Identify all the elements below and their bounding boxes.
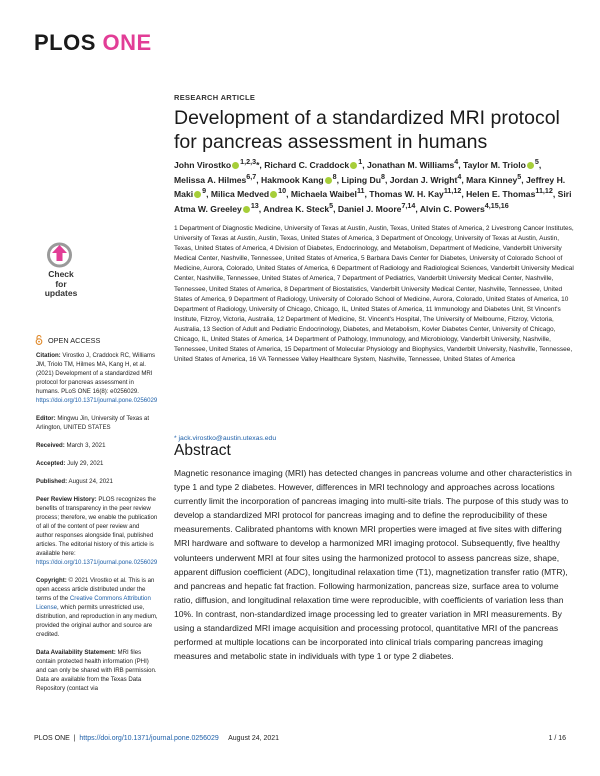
peer-review-label: Peer Review History: [36,496,97,503]
citation-text: Virostko J, Craddock RC, Williams JM, Triolo TM, Hilmes MA, Kang H, et al. (2021) Development of a standardized MRI protocol for pancreas assessment in humans. PLoS ONE 16(8): e0256029. [36,352,156,395]
open-access-lock-icon [35,335,43,345]
peer-review-text: PLOS recognizes the benefits of transparency in the peer review process; therefore, we enable the publication of all of the content of peer review and author responses alongside final, published articles. The editorial history of this article is available here: [36,496,158,557]
affiliations: 1 Department of Diagnostic Medicine, University of Texas at Austin, Austin, Texas, United States of America, 2 Livestrong Cancer Institutes, University of Texas at Austin, Austin, Texas, United States of America, 3 Department of Oncology, University of Texas at Austin, Austin, Texas, United States of America, 4 Division of Diabetes, Endocrinology, and Metabolism, Department of Medicine, Vanderbilt University Medical Center, Nashville, Tennessee, United States of America, 5 Barbara Davis Center for Diabetes, University of Colorado School of Medicine, Aurora, Colorado, United States of America, 6 Department of Radiology and Radiological Sciences, Vanderbilt University Medical Center, Nashville, Tennessee, United States of America, 7 Department of Pediatrics, Vanderbilt University Medical Center, Nashville, Tennessee, United States of America, 8 Department of Biostatistics, Vanderbilt University Medical Center, Nashville, Tennessee, United States of America, 9 Department of Radiology, University of Colorado School of Medicine, Aurora, Colorado, United States of America, 10 Department of Radiology, University of Chicago, Chicago, IL, United States of America, 11 Immunology and Diabetes Unit, St Vincent's Institute, Fitzroy, Victoria, Australia, 12 Department of Medicine, St. Vincent's Hospital, The University of Melbourne, Fitzroy, Victoria, Australia, 13 Section of Adult and Pediatric Endocrinology, Diabetes, and Metabolism, Kovler Diabetes Center, University of Chicago, Chicago, IL, United States of America, 14 Department of Pathology, Immunology, and Microbiology, Vanderbilt University, Nashville, Tennessee, United States of America, 15 Department of Molecular Physiology and Biophysics, Vanderbilt University, Nashville, Tennessee, United States of America, 16 VA Tennessee Valley Healthcare System, Nashville, Tennessee, United States of America [174,225,574,364]
accepted-date: July 29, 2021 [67,460,104,467]
received-label: Received: [36,442,65,449]
article-metadata-sidebar [36,351,158,702]
published-date: August 24, 2021 [68,478,113,485]
badge-line1: Check for [48,269,74,289]
data-availability-text: MRI files contain protected health information (PHI) and can only be shared with IRB permission. Data are available from the Texas Data Repository (contact via [36,649,157,692]
logo-one: ONE [102,30,152,55]
editor-block [36,414,158,432]
page-footer: PLOS ONE | https://doi.org/10.1371/journal.pone.0256029 August 24, 2021 1 / 16 [34,735,566,742]
badge-line2: updates [44,288,78,298]
received-date: March 3, 2021 [66,442,106,449]
editor-text: Mingwu Jin, University of Texas at Arlington, UNITED STATES [36,415,150,431]
footer-date: August 24, 2021 [228,735,280,742]
open-access-label: OPEN ACCESS [48,335,101,345]
abstract-text: Magnetic resonance imaging (MRI) has detected changes in pancreas volume and other characteristics in type 1 and type 2 diabetes. However, differences in MRI technology and approaches across locations currently limit the incorporation of pancreas imaging into multi-site trials. The purpose of this study was to develop a standardized MRI protocol for pancreas imaging and to define the reproducibility of these measurements. Calibrated phantoms with known MRI properties were imaged at five sites with differing MRI hardware and software to develop a harmonized MRI imaging protocol. Subsequently, five healthy volunteers underwent MRI at four sites using the harmonized protocol to assess pancreas size, shape, apparent diffusion coefficient (ADC), longitudinal relaxation time (T1), magnetization transfer ratio (MTR), and pancreas and hepatic fat fraction. Following harmonization, pancreas size, surface area to volume ratio, diffusion, and longitudinal relaxation time were reproducible, with coefficients of variation less than 10%. In contrast, non-standardized image processing led to greater variation in MRI measurements. By using a standardized MRI image acquisition and processing protocol, quantitative MRI of the pancreas performed at multiple locations can be incorporated into clinical trials comparing pancreas imaging measures and metabolic state in individuals with type 1 or type 2 diabetes. [174,468,572,662]
citation-label: Citation: [36,352,61,359]
published-block [36,477,158,486]
copyright-text: © 2021 Virostko et al. This is an open access article distributed under the terms of the [36,577,155,602]
peer-review-block [36,495,158,567]
footer-journal: PLOS ONE [34,735,70,742]
accepted-block [36,459,158,468]
license-link[interactable]: Creative Commons Attribution License [36,595,151,611]
copyright-label: Copyright: [36,577,67,584]
citation-doi-link[interactable]: https://doi.org/10.1371/journal.pone.0256029 [36,397,158,404]
author-list: John Virostko $^{1,2,3}$*, Richard C. Craddock $^1$, Jonathan M. Williams$^4$, Taylor M. Triolo $^5$, Melissa A. Hilmes$^{6,7}$, Hakmook Kang $^8$, Liping Du$^8$, Jordan J. Wright$^4$, Mara Kinney$^5$, Jeffrey H. Maki $^9$, Milica Medved $^{10}$, Michaela Waibel$^{11}$, Thomas W. H. Kay$^{11,12}$, Helen E. Thomas$^{11,12}$, Siri Atma W. Greeley $^{13}$, Andrea K. Steck$^5$, Daniel J. Moore$^{7,14}$, Alvin C. Powers$^{4,15,16}$ [174,158,572,214]
check-for-updates-label[interactable] [42,270,80,299]
received-block [36,441,158,450]
journal-logo[interactable] [34,30,152,56]
accepted-label: Accepted: [36,460,66,467]
citation-block [36,351,158,405]
copyright-block [36,576,158,639]
page-number: 1 / 16 [548,735,566,742]
editor-label: Editor: [36,415,56,422]
footer-doi-link[interactable]: https://doi.org/10.1371/journal.pone.0256029 [79,735,219,742]
data-availability-block [36,648,158,693]
logo-plos: PLOS [34,30,96,55]
article-type: RESEARCH ARTICLE [174,93,256,102]
data-availability-label: Data Availability Statement: [36,649,116,656]
article-title: Development of a standardized MRI protocol for pancreas assessment in humans [174,107,560,153]
copyright-text-2: , which permits unrestricted use, distribution, and reproduction in any medium, provided the original author and source are credited. [36,604,158,638]
corresponding-email[interactable]: * jack.virostko@austin.utexas.edu [174,435,277,442]
published-label: Published: [36,478,68,485]
open-access [35,335,100,345]
abstract-heading: Abstract [174,442,231,459]
peer-review-doi-link[interactable]: https://doi.org/10.1371/journal.pone.0256029 [36,559,158,566]
